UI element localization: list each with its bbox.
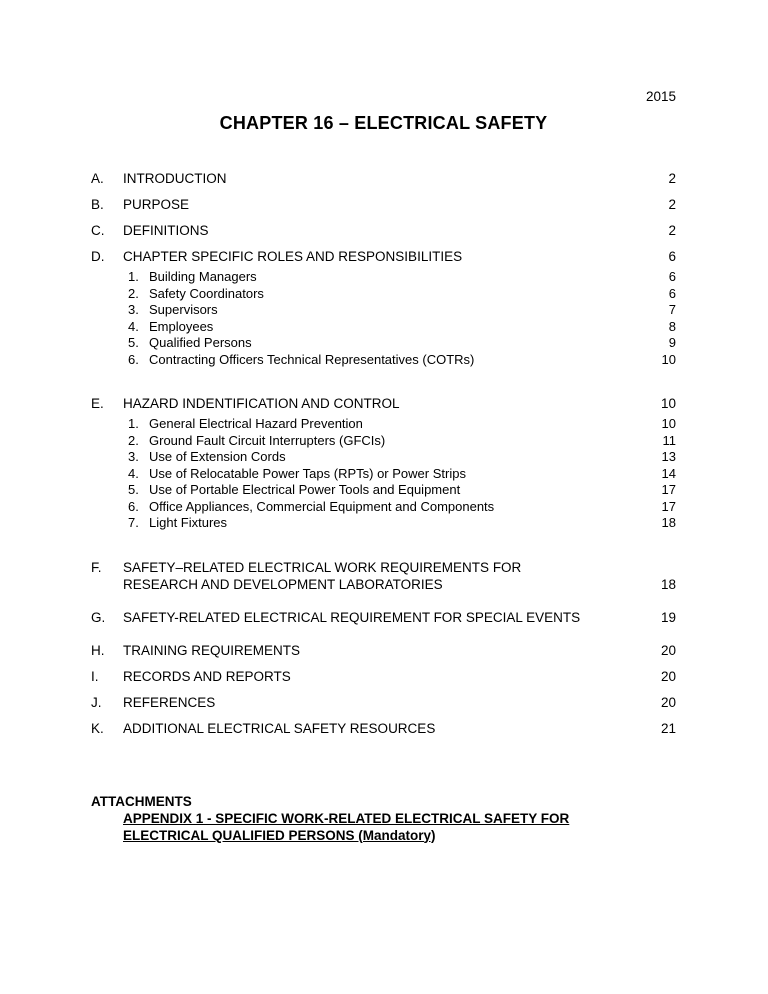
toc-sub-entry-page: 13 xyxy=(661,449,676,464)
toc-sub-entry-number: 5. xyxy=(128,482,139,497)
toc-sub-entry-number: 1. xyxy=(128,269,139,284)
toc-sub-entry xyxy=(128,335,676,352)
toc-entry-letter: A. xyxy=(91,171,104,186)
toc-sub-entry-page: 10 xyxy=(661,351,676,367)
toc-sub-entry-number: 3. xyxy=(128,302,139,317)
table-of-contents xyxy=(91,170,676,737)
toc-sub-entry-number: 4. xyxy=(128,465,139,481)
toc-entry-letter: K. xyxy=(91,720,104,736)
toc-entry-page: 2 xyxy=(668,171,676,186)
toc-entry-page: 19 xyxy=(660,609,676,625)
toc-entry-label: RECORDS AND REPORTS xyxy=(123,668,291,684)
toc-entry xyxy=(91,248,676,265)
toc-sub-entry xyxy=(128,286,676,303)
toc-entry-label: INTRODUCTION xyxy=(123,171,227,186)
toc-entry-label: SAFETY–RELATED ELECTRICAL WORK REQUIREMENTS FOR RESEARCH AND DEVELOPMENT LABORATORIES xyxy=(123,559,522,592)
toc-entry-page: 18 xyxy=(660,576,676,592)
toc-entry-page: 20 xyxy=(660,668,676,684)
toc-sub-entry-label: Office Appliances, Commercial Equipment and Components xyxy=(149,498,495,514)
toc-entry-label: CHAPTER SPECIFIC ROLES AND RESPONSIBILITIES xyxy=(123,249,463,264)
toc-sub-entry-page: 8 xyxy=(668,318,676,334)
toc-sub-entry-label: Use of Extension Cords xyxy=(149,449,286,464)
attachments-heading: ATTACHMENTS xyxy=(91,793,192,809)
toc-entry-letter: B. xyxy=(91,197,104,212)
toc-entry-letter: E. xyxy=(91,396,104,411)
attachment-item: APPENDIX 1 - SPECIFIC WORK-RELATED ELECTRICAL SAFETY FOR ELECTRICAL QUALIFIED PERSONS (Mandatory) xyxy=(123,810,570,843)
toc-entry-letter: J. xyxy=(91,694,102,710)
toc-sub-entry-label: Light Fixtures xyxy=(149,515,228,530)
toc-entry-page: 20 xyxy=(660,694,676,710)
toc-entry xyxy=(91,642,676,659)
toc-sub-entry-page: 17 xyxy=(661,498,676,514)
toc-sub-entry-label: Contracting Officers Technical Representatives (COTRs) xyxy=(149,351,475,367)
toc-sub-entry xyxy=(128,302,676,319)
toc-sub-entry xyxy=(128,433,676,450)
toc-sub-entry xyxy=(128,466,676,483)
toc-entry-page: 2 xyxy=(668,197,676,212)
toc-sub-entry xyxy=(128,499,676,516)
toc-sub-entry xyxy=(128,319,676,336)
toc-entry xyxy=(91,170,676,187)
toc-sub-entry-number: 1. xyxy=(128,416,139,431)
toc-entry-letter: I. xyxy=(91,668,99,684)
toc-entry-letter: H. xyxy=(91,642,105,658)
toc-sub-entry-number: 2. xyxy=(128,285,139,301)
toc-entry xyxy=(91,222,676,239)
toc-sub-entry-number: 6. xyxy=(128,498,139,514)
toc-sub-entry-page: 6 xyxy=(668,269,676,284)
header-year: 2015 xyxy=(645,89,676,104)
toc-entry xyxy=(91,559,676,593)
toc-entry-label: PURPOSE xyxy=(123,197,190,212)
toc-entry xyxy=(91,694,676,711)
attachments-section xyxy=(91,793,676,844)
toc-sub-entry-label: Use of Portable Electrical Power Tools and Equipment xyxy=(149,482,461,497)
toc-sub-entry-label: Use of Relocatable Power Taps (RPTs) or Power Strips xyxy=(149,465,466,481)
toc-entry-page: 6 xyxy=(668,249,676,264)
toc-entry-label: HAZARD INDENTIFICATION AND CONTROL xyxy=(123,396,400,411)
toc-entry-label: TRAINING REQUIREMENTS xyxy=(123,642,301,658)
toc-sub-entry-label: Employees xyxy=(149,318,214,334)
toc-entry xyxy=(91,609,676,626)
toc-sub-entry-label: General Electrical Hazard Prevention xyxy=(149,416,363,431)
toc-sub-entry-page: 7 xyxy=(668,302,676,317)
toc-sub-entry-page: 6 xyxy=(668,285,676,301)
toc-entry-letter: G. xyxy=(91,609,106,625)
toc-sub-entry-page: 18 xyxy=(661,515,676,530)
toc-sub-entry xyxy=(128,482,676,499)
toc-sub-entry-number: 5. xyxy=(128,335,139,350)
toc-sub-entry-page: 14 xyxy=(661,465,676,481)
toc-sub-entry-label: Supervisors xyxy=(149,302,218,317)
toc-entry-label: SAFETY-RELATED ELECTRICAL REQUIREMENT FOR SPECIAL EVENTS xyxy=(123,609,581,625)
page-title: CHAPTER 16 – ELECTRICAL SAFETY xyxy=(219,113,548,133)
toc-sub-entry-number: 7. xyxy=(128,515,139,530)
toc-sub-entry-page: 11 xyxy=(662,432,676,448)
attachments-list xyxy=(91,810,676,844)
toc-entry-page: 10 xyxy=(660,396,676,411)
toc-entry xyxy=(91,720,676,737)
toc-entry-label: DEFINITIONS xyxy=(123,223,209,238)
toc-sub-entry-label: Safety Coordinators xyxy=(149,285,264,301)
toc-entry-page: 2 xyxy=(668,223,676,238)
toc-sub-entry-page: 17 xyxy=(661,482,676,497)
toc-entry-letter: F. xyxy=(91,559,102,575)
toc-entry xyxy=(91,395,676,412)
toc-entry xyxy=(91,196,676,213)
toc-sub-entry-label: Qualified Persons xyxy=(149,335,252,350)
toc-sub-entry-label: Building Managers xyxy=(149,269,257,284)
toc-entry-letter: D. xyxy=(91,249,105,264)
toc-entry-page: 21 xyxy=(660,720,676,736)
toc-sub-list xyxy=(91,269,676,368)
toc-sub-entry xyxy=(128,515,676,532)
toc-entry-letter: C. xyxy=(91,223,105,238)
toc-sub-entry-number: 6. xyxy=(128,351,139,367)
toc-sub-entry xyxy=(128,352,676,369)
toc-sub-entry-number: 2. xyxy=(128,432,139,448)
toc-sub-entry xyxy=(128,269,676,286)
toc-sub-entry xyxy=(128,416,676,433)
toc-entry xyxy=(91,668,676,685)
toc-entry-label: REFERENCES xyxy=(123,694,216,710)
toc-sub-entry-number: 4. xyxy=(128,318,139,334)
toc-sub-entry-label: Ground Fault Circuit Interrupters (GFCIs) xyxy=(149,432,386,448)
toc-sub-entry-page: 10 xyxy=(661,416,676,431)
toc-entry-label: ADDITIONAL ELECTRICAL SAFETY RESOURCES xyxy=(123,720,436,736)
toc-sub-entry xyxy=(128,449,676,466)
toc-sub-entry-page: 9 xyxy=(668,335,676,350)
toc-sub-list xyxy=(91,416,676,532)
toc-sub-entry-number: 3. xyxy=(128,449,139,464)
toc-entry-page: 20 xyxy=(660,642,676,658)
